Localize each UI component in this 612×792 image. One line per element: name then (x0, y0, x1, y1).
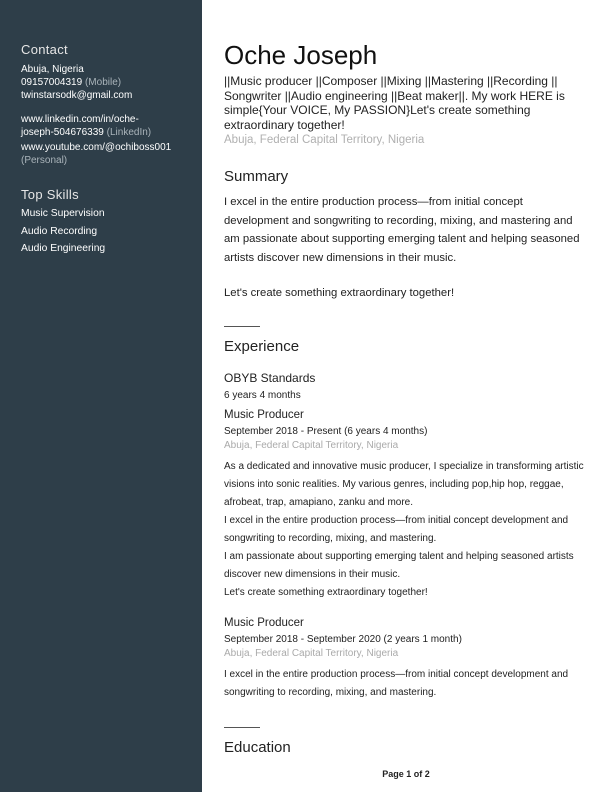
section-divider (224, 326, 260, 327)
phone-number: 09157004319 (21, 77, 83, 88)
youtube-link[interactable]: www.youtube.com/@ochiboss001 (21, 142, 172, 153)
contact-heading: Contact (21, 42, 68, 57)
headline: ||Music producer ||Composer ||Mixing ||Mastering ||Recording || Songwriter ||Audio engineering ||Beat maker||. My work HERE is simple{Your VOICE, My PASSION}Let's create something extraordinary together! (224, 74, 565, 132)
description-line: I excel in the entire production process—from initial concept development and songwriting to recording, mixing, and mastering. (224, 515, 569, 544)
skill-item: Audio Recording (21, 226, 98, 237)
phone-label: (Mobile) (84, 77, 122, 88)
section-divider (224, 727, 260, 728)
skill-item: Audio Engineering (21, 243, 106, 254)
sidebar (0, 0, 202, 792)
linkedin-link-cont[interactable] (21, 126, 151, 139)
page-number: Page 1 of 2 (382, 769, 430, 779)
summary-closing: Let's create something extraordinary together! (224, 287, 455, 299)
role-dates: September 2018 - Present (6 years 4 months) (224, 426, 428, 437)
role-dates: September 2018 - September 2020 (2 years 1 month) (224, 634, 462, 645)
contact-location: Abuja, Nigeria (21, 64, 84, 75)
description-line: As a dedicated and innovative music producer, I specialize in transforming artistic visions into sonic realities. My various genres, including pop,hip hop, reggae, afrobeat, trap, amapiano, zanku and more. (224, 461, 584, 508)
education-heading: Education (224, 739, 291, 756)
youtube-label: (Personal) (21, 155, 68, 166)
description-line: Let's create something extraordinary together! (224, 587, 428, 598)
person-name: Oche Joseph (224, 40, 378, 70)
summary-heading: Summary (224, 168, 289, 185)
company-duration: 6 years 4 months (224, 390, 301, 401)
role-description (224, 458, 594, 602)
role-location: Abuja, Federal Capital Territory, Nigeria (224, 440, 399, 451)
role-description (224, 666, 594, 702)
skill-item: Music Supervision (21, 208, 105, 219)
summary-paragraph: I excel in the entire production process—from initial concept development and songwriting to recording, mixing, and mastering and am passionate about supporting emerging talent and helping seasoned artists discover new dimensions in their music. (224, 196, 580, 265)
contact-email[interactable]: twinstarsodk@gmail.com (21, 90, 133, 101)
description-line: I am passionate about supporting emerging talent and helping seasoned artists discover new dimensions in their music. (224, 551, 574, 580)
linkedin-link[interactable]: www.linkedin.com/in/oche- (21, 114, 139, 125)
role-title: Music Producer (224, 617, 304, 629)
linkedin-url[interactable]: joseph-504676339 (21, 127, 104, 138)
role-location: Abuja, Federal Capital Territory, Nigeria (224, 648, 399, 659)
linkedin-label: (LinkedIn) (106, 127, 152, 138)
header-location: Abuja, Federal Capital Territory, Nigeria (224, 134, 425, 146)
contact-phone (21, 76, 121, 89)
company-name: OBYB Standards (224, 371, 316, 385)
role-title: Music Producer (224, 409, 304, 421)
top-skills-heading: Top Skills (21, 187, 79, 202)
description-line: I excel in the entire production process—from initial concept development and songwriting to recording, mixing, and mastering. (224, 669, 569, 698)
experience-heading: Experience (224, 338, 300, 355)
